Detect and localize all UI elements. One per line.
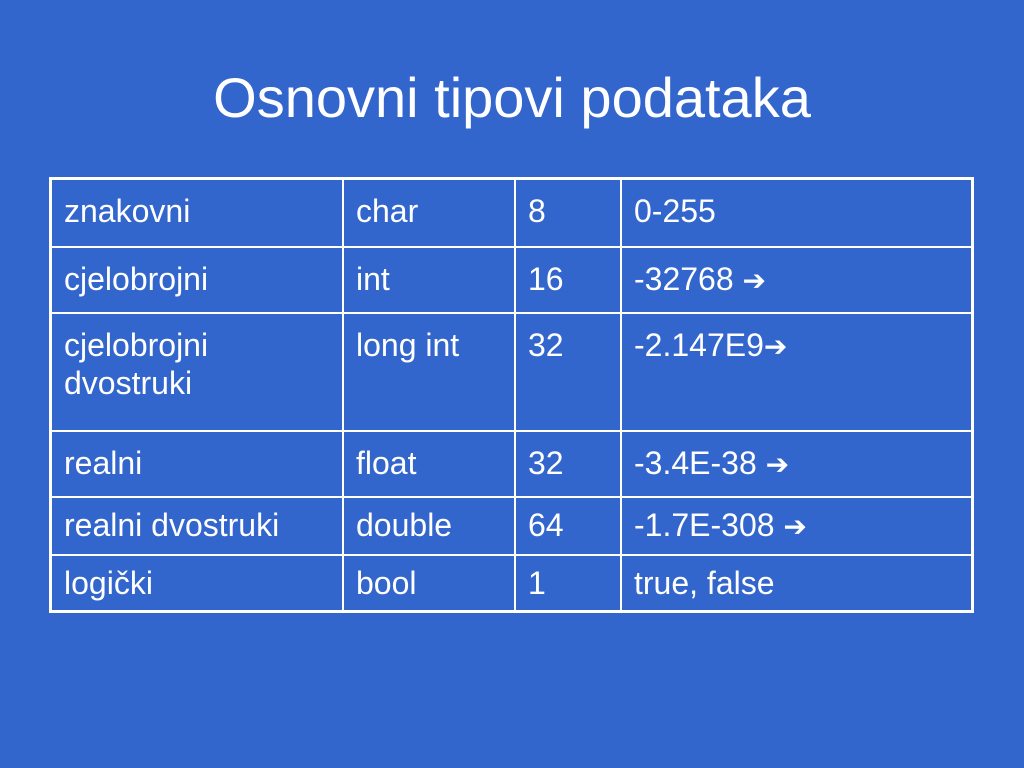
- range-text: true, false: [634, 565, 775, 601]
- table-row: [51, 247, 973, 313]
- bit-size-cell: 1: [515, 555, 621, 612]
- range-cell: [621, 431, 973, 497]
- type-keyword-cell: int: [343, 247, 515, 313]
- type-name-cell: logički: [51, 555, 344, 612]
- bit-size-cell: 8: [515, 179, 621, 248]
- type-keyword-cell: long int: [343, 313, 515, 431]
- type-keyword-cell: bool: [343, 555, 515, 612]
- table-row: [51, 313, 973, 431]
- range-text: -32768: [634, 261, 743, 297]
- table-row: [51, 431, 973, 497]
- range-cell: [621, 497, 973, 555]
- bit-size-cell: 32: [515, 431, 621, 497]
- type-name-cell: cjelobrojni: [51, 247, 344, 313]
- range-cell: [621, 179, 973, 248]
- data-types-table: [49, 177, 974, 613]
- type-keyword-cell: float: [343, 431, 515, 497]
- type-keyword-cell: double: [343, 497, 515, 555]
- type-keyword-cell: char: [343, 179, 515, 248]
- range-text: -1.7E-308: [634, 507, 784, 543]
- arrow-right-icon: ➔: [742, 264, 766, 297]
- type-name-cell: znakovni: [51, 179, 344, 248]
- range-text: -2.147E9: [634, 327, 764, 363]
- range-cell: [621, 555, 973, 612]
- range-text: 0-255: [634, 193, 716, 229]
- range-cell: [621, 313, 973, 431]
- arrow-right-icon: ➔: [783, 510, 807, 543]
- range-text: -3.4E-38: [634, 445, 766, 481]
- type-name-cell: cjelobrojni dvostruki: [51, 313, 344, 431]
- table-row: [51, 555, 973, 612]
- table-row: [51, 497, 973, 555]
- bit-size-cell: 32: [515, 313, 621, 431]
- range-cell: [621, 247, 973, 313]
- type-name-cell: realni dvostruki: [51, 497, 344, 555]
- bit-size-cell: 16: [515, 247, 621, 313]
- table-row: [51, 179, 973, 248]
- slide-title: Osnovni tipovi podataka: [213, 66, 811, 129]
- type-name-cell: realni: [51, 431, 344, 497]
- arrow-right-icon: ➔: [763, 330, 788, 363]
- arrow-right-icon: ➔: [765, 448, 790, 481]
- bit-size-cell: 64: [515, 497, 621, 555]
